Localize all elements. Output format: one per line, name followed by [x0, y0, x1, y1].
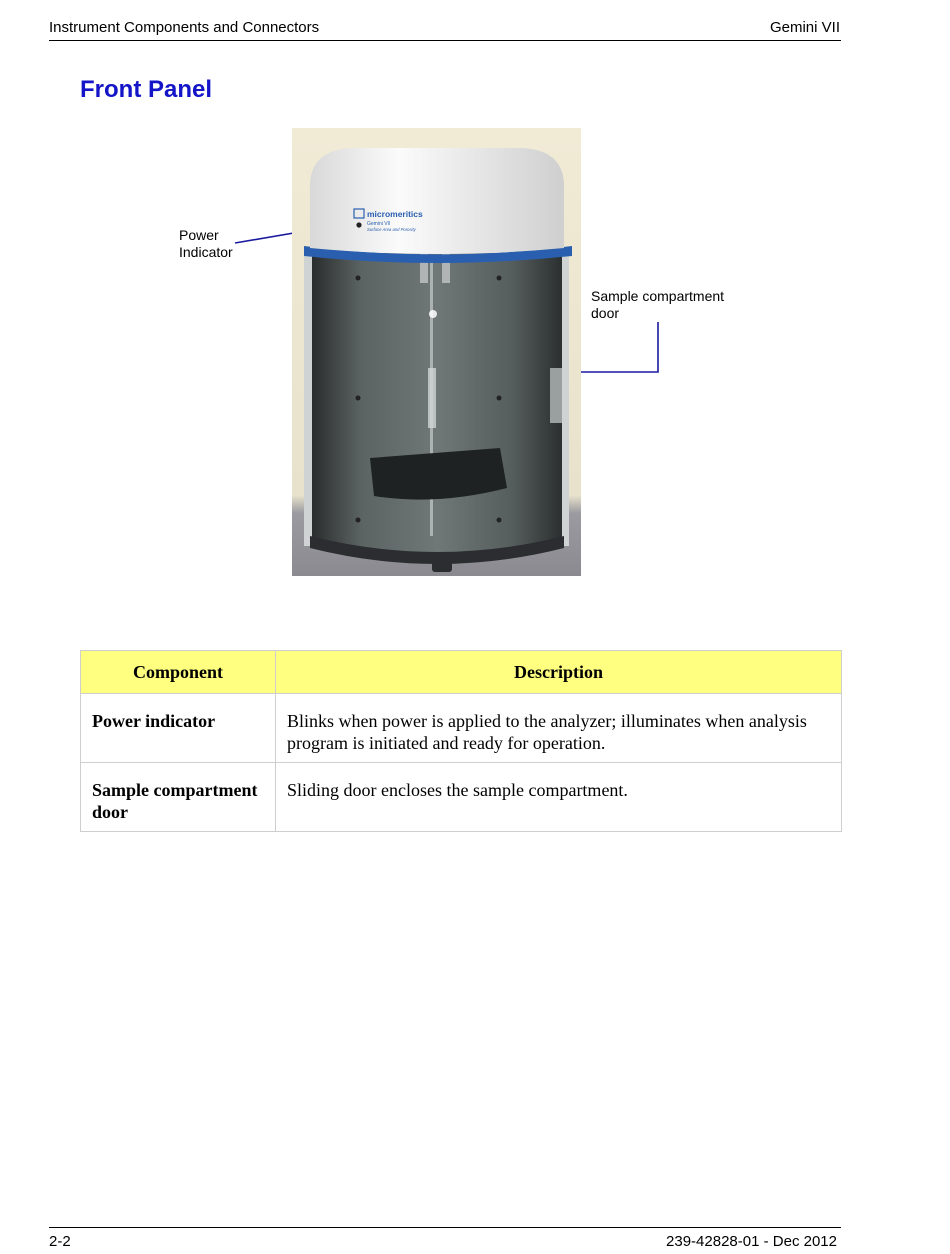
component-description: Sliding door encloses the sample compartment.	[276, 763, 842, 832]
door-callout-line1: Sample compartment	[591, 288, 725, 304]
running-header-right: Gemini VII	[769, 19, 840, 36]
component-description: Blinks when power is applied to the analyzer; illuminates when analysis program is initiated and ready for operation.	[276, 694, 842, 763]
column-header-description: Description	[276, 651, 842, 694]
power-indicator-led	[356, 222, 361, 227]
table-row	[81, 694, 842, 763]
component-name: Sample compartment door	[81, 763, 276, 832]
document-id: 239-42828-01 - Dec 2012	[666, 1233, 837, 1250]
table-header-row	[81, 651, 842, 694]
page-number: 2-2	[49, 1233, 71, 1250]
component-name: Power indicator	[81, 694, 276, 763]
brand-logo-text: micromeritics	[367, 209, 423, 219]
running-header-left: Instrument Components and Connectors	[49, 19, 320, 36]
section-title: Front Panel	[80, 76, 213, 103]
component-table	[80, 650, 842, 832]
table-row	[81, 763, 842, 832]
column-header-component: Component	[81, 651, 276, 694]
footer-rule	[49, 1227, 841, 1228]
model-logo-text: Gemini VII	[367, 221, 391, 227]
door-callout-line2: door	[591, 305, 620, 321]
instrument-photo	[292, 128, 581, 576]
tagline-logo-text: Surface Area and Porosity	[367, 227, 416, 232]
power-callout-line2: Indicator	[179, 244, 233, 260]
power-callout-line1: Power	[179, 227, 219, 243]
